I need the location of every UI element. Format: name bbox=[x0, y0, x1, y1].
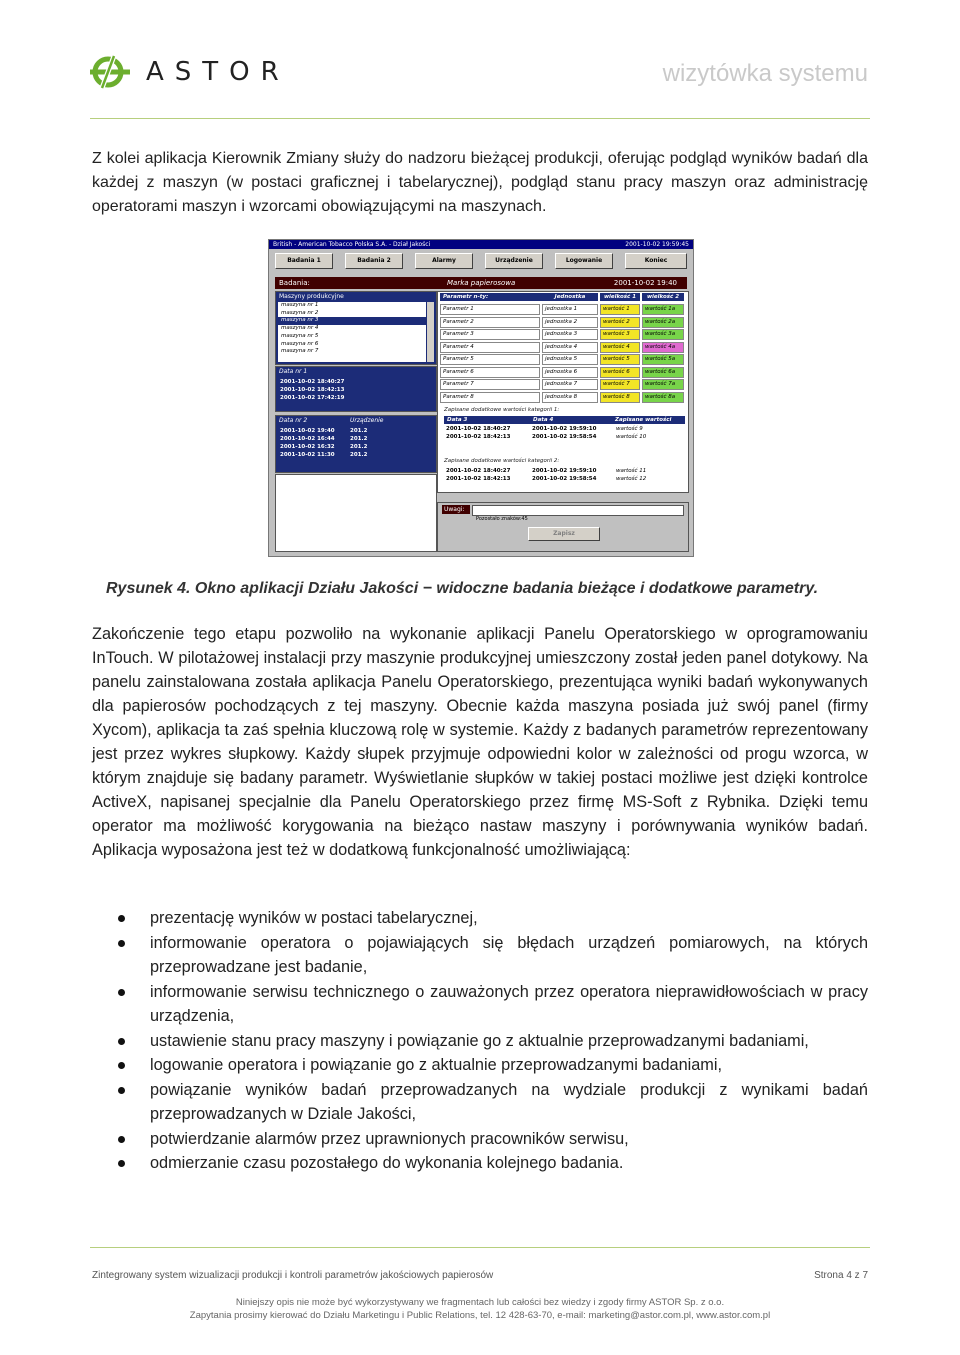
cat1-date3: 2001-10-02 18:42:13 bbox=[446, 434, 511, 440]
list-item: logowanie operatora i powiązanie go z aktualnie przeprowadzanymi badaniami, bbox=[92, 1053, 868, 1078]
param-unit: jednostka 7 bbox=[542, 379, 598, 390]
cat2-date3: 2001-10-02 18:40:27 bbox=[446, 468, 511, 474]
machines-scrollbar[interactable] bbox=[427, 302, 434, 362]
data1-row[interactable]: 2001-10-02 17:42:19 bbox=[280, 395, 345, 401]
param-unit: jednostka 8 bbox=[542, 392, 598, 403]
param-unit: jednostka 4 bbox=[542, 342, 598, 353]
param-name: Parametr 7 bbox=[440, 379, 540, 390]
study-datetime: 2001-10-02 19:40 bbox=[613, 279, 677, 287]
data1-title: Data nr 1 bbox=[279, 368, 308, 375]
cat2-title: Zapisane dodatkowe wartości kategorii 2: bbox=[444, 458, 560, 464]
data2-date[interactable]: 2001-10-02 16:44 bbox=[280, 436, 335, 442]
param-value-2: wartość 8a bbox=[642, 392, 684, 403]
cat1-value: wartość 9 bbox=[616, 426, 643, 432]
notes-panel bbox=[437, 502, 689, 552]
param-name: Parametr 2 bbox=[440, 317, 540, 328]
data1-row[interactable]: 2001-10-02 18:40:27 bbox=[280, 379, 345, 385]
cat2-value: wartość 11 bbox=[616, 468, 647, 474]
footer-copyright: Niniejszy opis nie może być wykorzystywany we fragmentach lub całości bez wiedzy i zgody firmy ASTOR Sp. z o.o. bbox=[235, 1297, 725, 1308]
machine-item[interactable]: maszyna nr 2 bbox=[281, 309, 319, 316]
data2-date[interactable]: 2001-10-02 19:40 bbox=[280, 428, 335, 434]
param-value-2: wartość 2a bbox=[642, 317, 684, 328]
machine-item[interactable]: maszyna nr 4 bbox=[281, 325, 319, 332]
logo-text: ASTOR bbox=[146, 57, 290, 87]
data2-device: 201.2 bbox=[350, 428, 368, 434]
cat1-date4: 2001-10-02 19:59:10 bbox=[532, 426, 597, 432]
list-item: odmierzanie czasu pozostałego do wykonania kolejnego badania. bbox=[92, 1151, 868, 1176]
footer-page-number: Strona 4 z 7 bbox=[814, 1270, 868, 1281]
footer-document-title: Zintegrowany system wizualizacji produkcji i kontroli parametrów jakościowych papierosów bbox=[92, 1270, 494, 1281]
param-value-1: wartość 4 bbox=[600, 342, 640, 353]
param-value-2: wartość 1a bbox=[642, 304, 684, 315]
machines-list[interactable] bbox=[278, 302, 426, 362]
cat1-date4: 2001-10-02 19:58:54 bbox=[532, 434, 597, 440]
application-screenshot bbox=[268, 239, 694, 557]
cat1-value: wartość 10 bbox=[616, 434, 647, 440]
window-datetime: 2001-10-02 19:59:45 bbox=[625, 241, 689, 248]
machines-title: Maszyny produkcyjne bbox=[279, 293, 344, 300]
main-paragraph: Zakończenie tego etapu pozwoliło na wykonanie aplikacji Panelu Operatorskiego w oprogramowaniu InTouch. W pilotażowej instalacji przy maszynie produkcyjnej umieszczony został jeden panel dotykowy. Na panelu zainstalowana została aplikacja Panelu Operatorskiego, prezentująca wyniki badań wykonywanych dla papierosów pochodzących z tej maszyny. Obecnie każda maszyna posiada już swój panel (firmy Xycom), aplikacja ta zaś spełnia kluczową rolę w systemie. Każdy z badanych parametrów reprezentowany jest przez wykres słupkowy. Każdy słupek przyjmuje odpowiedni kolor w zależności od progu wzorca, w którym znajduje się badany parametr. Wyświetlanie słupków w takiej postaci możliwe jest dzięki kontrolce ActiveX, napisanej specjalnie dla Panelu Operatorskiego przez firmę MS-Soft z Rybnika. Dzięki temu operator ma możliwość korygowania na bieżąco nastaw maszyny i porównywania wyników badań. Aplikacja wyposażona jest też w dodatkową funkcjonalność umożliwiającą: bbox=[92, 625, 868, 859]
data2-device: 201.2 bbox=[350, 436, 368, 442]
footer-contact: Zapytania prosimy kierować do Działu Marketingu i Public Relations, tel. 12 428-63-70, e-mail: marketing@astor.com.pl, www.astor.com.pl bbox=[189, 1310, 771, 1321]
cat2-date4: 2001-10-02 19:58:54 bbox=[532, 476, 597, 482]
bullet-icon bbox=[118, 915, 125, 922]
button-alarmy[interactable]: Alarmy bbox=[415, 253, 473, 269]
machine-item[interactable]: maszyna nr 1 bbox=[281, 302, 319, 308]
bullet-icon bbox=[118, 1087, 125, 1094]
astor-logo bbox=[88, 52, 290, 92]
param-value-1: wartość 6 bbox=[600, 367, 640, 378]
param-unit: jednostka 3 bbox=[542, 329, 598, 340]
param-value-2: wartość 4a bbox=[642, 342, 684, 353]
list-item: informowanie operatora o pojawiających się błędach urządzeń pomiarowych, na których przeprowadzane jest badanie, bbox=[92, 931, 868, 980]
device-title: Urządzenie bbox=[350, 417, 384, 424]
value2-col-header: wielkość 2 bbox=[642, 293, 684, 301]
cat1-date4-header: Data 4 bbox=[530, 416, 613, 424]
data2-panel bbox=[275, 415, 437, 473]
cat2-date4: 2001-10-02 19:59:10 bbox=[532, 468, 597, 474]
list-item: informowanie serwisu technicznego o zauważonych przez operatora nieprawidłowościach w pracy urządzenia, bbox=[92, 980, 868, 1029]
param-unit: jednostka 1 bbox=[542, 304, 598, 315]
brand-label: Marka papierosowa bbox=[447, 279, 516, 287]
header-divider bbox=[90, 118, 870, 119]
bullet-icon bbox=[118, 1038, 125, 1045]
chars-left: Pozostało znaków:45 bbox=[476, 516, 528, 522]
param-unit: jednostka 5 bbox=[542, 354, 598, 365]
button-badania-1[interactable]: Badania 1 bbox=[275, 253, 333, 269]
button-badania-2[interactable]: Badania 2 bbox=[345, 253, 403, 269]
intro-paragraph: Z kolei aplikacja Kierownik Zmiany służy do nadzoru bieżącej produkcji, oferując podgląd wyników badań dla każdej z maszyn (w postaci graficznej i tabelarycznej), podgląd stanu pracy maszyn oraz administrację operatorami maszyn i wzorcami obowiązującymi na maszynach. bbox=[92, 150, 868, 215]
notes-input[interactable] bbox=[472, 505, 684, 516]
cat1-date3-header: Data 3 bbox=[444, 416, 531, 424]
unit-col-header: Jednostka bbox=[542, 293, 598, 301]
machine-item[interactable]: maszyna nr 6 bbox=[281, 340, 319, 347]
bullet-icon bbox=[118, 989, 125, 996]
param-col-header: Parametr n-ty: bbox=[440, 293, 543, 301]
notes-label: Uwagi: bbox=[442, 505, 470, 514]
cat1-date3: 2001-10-02 18:40:27 bbox=[446, 426, 511, 432]
cat2-value: wartość 12 bbox=[616, 476, 647, 482]
study-header bbox=[275, 277, 687, 289]
document-type-label: wizytówka systemu bbox=[662, 60, 868, 87]
param-value-1: wartość 2 bbox=[600, 317, 640, 328]
value1-col-header: wielkość 1 bbox=[600, 293, 640, 301]
param-value-1: wartość 5 bbox=[600, 354, 640, 365]
param-unit: jednostka 6 bbox=[542, 367, 598, 378]
param-value-2: wartość 5a bbox=[642, 354, 684, 365]
param-name: Parametr 4 bbox=[440, 342, 540, 353]
feature-list bbox=[92, 906, 868, 1176]
bullet-icon bbox=[118, 1136, 125, 1143]
list-item: ustawienie stanu pracy maszyny i powiązanie go z aktualnie przeprowadzanymi badaniami, bbox=[92, 1029, 868, 1054]
button-urzadzenie[interactable]: Urządzenie bbox=[485, 253, 543, 269]
param-value-1: wartość 8 bbox=[600, 392, 640, 403]
machine-item[interactable]: maszyna nr 5 bbox=[281, 332, 319, 339]
param-value-2: wartość 3a bbox=[642, 329, 684, 340]
list-item: potwierdzanie alarmów przez uprawnionych pracowników serwisu, bbox=[92, 1127, 868, 1152]
window-titlebar bbox=[269, 240, 693, 249]
param-value-1: wartość 3 bbox=[600, 329, 640, 340]
bullet-icon bbox=[118, 1062, 125, 1069]
bullet-icon bbox=[118, 1160, 125, 1167]
cat1-values-header: Zapisane wartości bbox=[612, 416, 685, 424]
data1-panel bbox=[275, 366, 437, 412]
param-value-1: wartość 1 bbox=[600, 304, 640, 315]
parameters-panel bbox=[437, 291, 689, 493]
cat1-title: Zapisane dodatkowe wartości kategorii 1: bbox=[444, 407, 560, 413]
astor-emblem-icon bbox=[88, 52, 132, 92]
figure-caption: Rysunek 4. Okno aplikacji Działu Jakości − widoczne badania bieżące i dodatkowe parametry. bbox=[106, 580, 819, 597]
param-name: Parametr 6 bbox=[440, 367, 540, 378]
data2-date[interactable]: 2001-10-02 11:30 bbox=[280, 452, 335, 458]
param-name: Parametr 8 bbox=[440, 392, 540, 403]
machine-item[interactable]: maszyna nr 7 bbox=[281, 348, 319, 355]
param-value-2: wartość 6a bbox=[642, 367, 684, 378]
left-empty-panel bbox=[275, 474, 437, 552]
data2-date[interactable]: 2001-10-02 16:32 bbox=[280, 444, 335, 450]
machines-panel bbox=[275, 291, 437, 365]
data1-row[interactable]: 2001-10-02 18:42:13 bbox=[280, 387, 345, 393]
list-item: powiązanie wyników badań przeprowadzanych na wydziale produkcji z wynikami badań przeprowadzanych w Dziale Jakości, bbox=[92, 1078, 868, 1127]
button-koniec[interactable]: Koniec bbox=[625, 253, 687, 269]
param-unit: jednostka 2 bbox=[542, 317, 598, 328]
data2-device: 201.2 bbox=[350, 452, 368, 458]
param-name: Parametr 1 bbox=[440, 304, 540, 315]
bullet-icon bbox=[118, 940, 125, 947]
save-button[interactable]: Zapisz bbox=[528, 527, 600, 541]
param-value-2: wartość 7a bbox=[642, 379, 684, 390]
machine-item-selected[interactable]: maszyna nr 3 bbox=[278, 317, 426, 325]
data2-title: Data nr 2 bbox=[279, 417, 308, 424]
window-title: British - American Tobacco Polska S.A. - Dział Jakości bbox=[273, 241, 431, 248]
study-label: Badania: bbox=[279, 279, 310, 287]
data2-device: 201.2 bbox=[350, 444, 368, 450]
footer-divider bbox=[90, 1247, 870, 1248]
button-logowanie[interactable]: Logowanie bbox=[555, 253, 613, 269]
cat2-date3: 2001-10-02 18:42:13 bbox=[446, 476, 511, 482]
param-name: Parametr 5 bbox=[440, 354, 540, 365]
list-item: prezentację wyników w postaci tabelarycznej, bbox=[92, 906, 868, 931]
param-name: Parametr 3 bbox=[440, 329, 540, 340]
param-value-1: wartość 7 bbox=[600, 379, 640, 390]
